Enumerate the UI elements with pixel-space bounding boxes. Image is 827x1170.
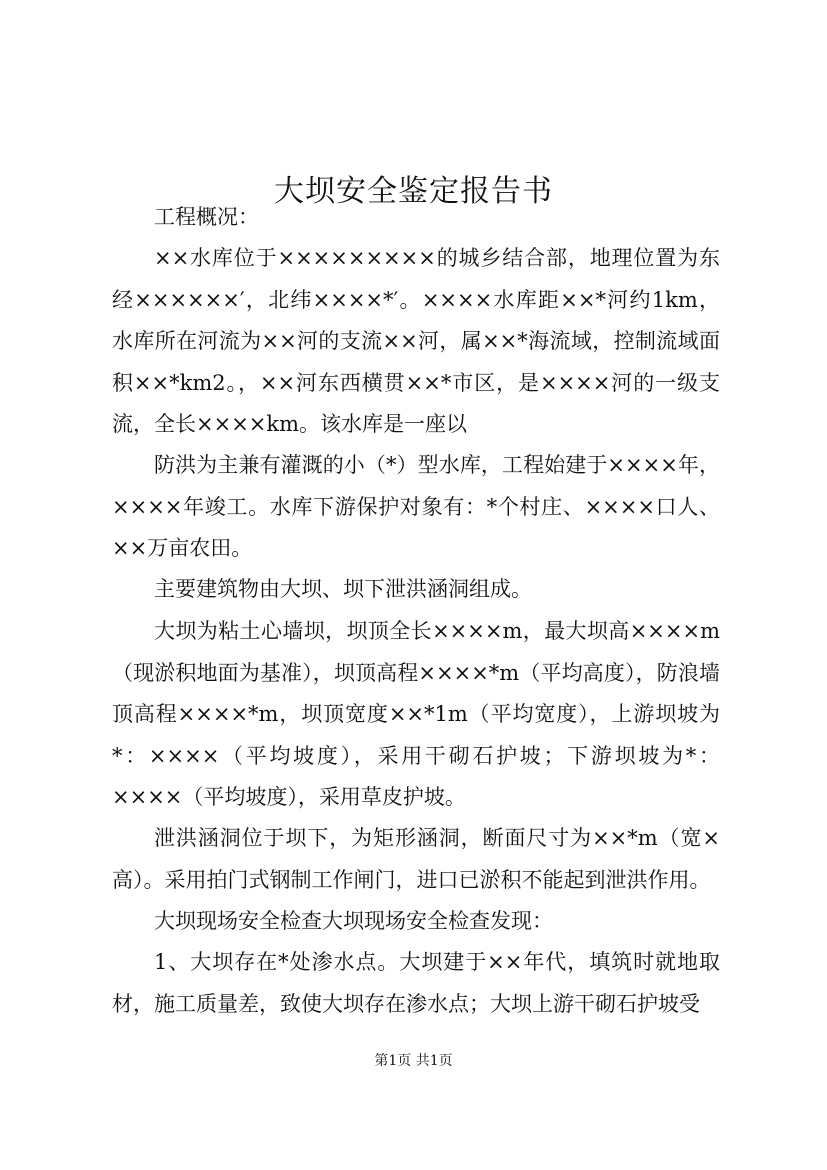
paragraph-overview-heading: 工程概况： [154, 205, 259, 229]
paragraph-seepage: 1、大坝存在*处渗水点。大坝建于××年代，填筑时就地取材，施工质量差，致使大坝存在渗水点；大坝上游干砌石护坡受 [112, 950, 720, 1016]
paragraph-dam-description: 大坝为粘土心墙坝，坝顶全长××××m，最大坝高××××m（现淤积地面为基准），坝顶高程××××*m（平均高度），防浪墙顶高程××××*m，坝顶宽度××*1m（平均宽度），上游坝坡为*：××××（平均坡度），采用干砌石护坡；下游坝坡为*：××××（平均坡度），采用草皮护坡。 [112, 619, 720, 809]
paragraph-inspection-heading: 大坝现场安全检查大坝现场安全检查发现： [154, 909, 553, 933]
paragraph-location: ××水库位于×××××××××的城乡结合部，地理位置为东经××××××′，北纬××××*′。××××水库距××*河约1km，水库所在河流为××河的支流××河，属××*海流域，控制流域面积××*km2。，××河东西横贯××*市区，是××××河的一级支流，全长××××km。该水库是一座以 [112, 246, 720, 436]
document-title: 大坝安全鉴定报告书 [274, 174, 553, 210]
paragraph-flood-control: 防洪为主兼有灌溉的小（*）型水库，工程始建于××××年，××××年竣工。水库下游保护对象有：*个村庄、××××口人、××万亩农田。 [112, 453, 720, 560]
paragraph-culvert: 泄洪涵洞位于坝下，为矩形涵洞，断面尺寸为××*m（宽×高）。采用拍门式钢制工作闸门，进口已淤积不能起到泄洪作用。 [112, 826, 720, 892]
page-footer: 第1页 共1页 [374, 1053, 453, 1069]
paragraph-main-structures: 主要建筑物由大坝、坝下泄洪涵洞组成。 [154, 577, 532, 601]
